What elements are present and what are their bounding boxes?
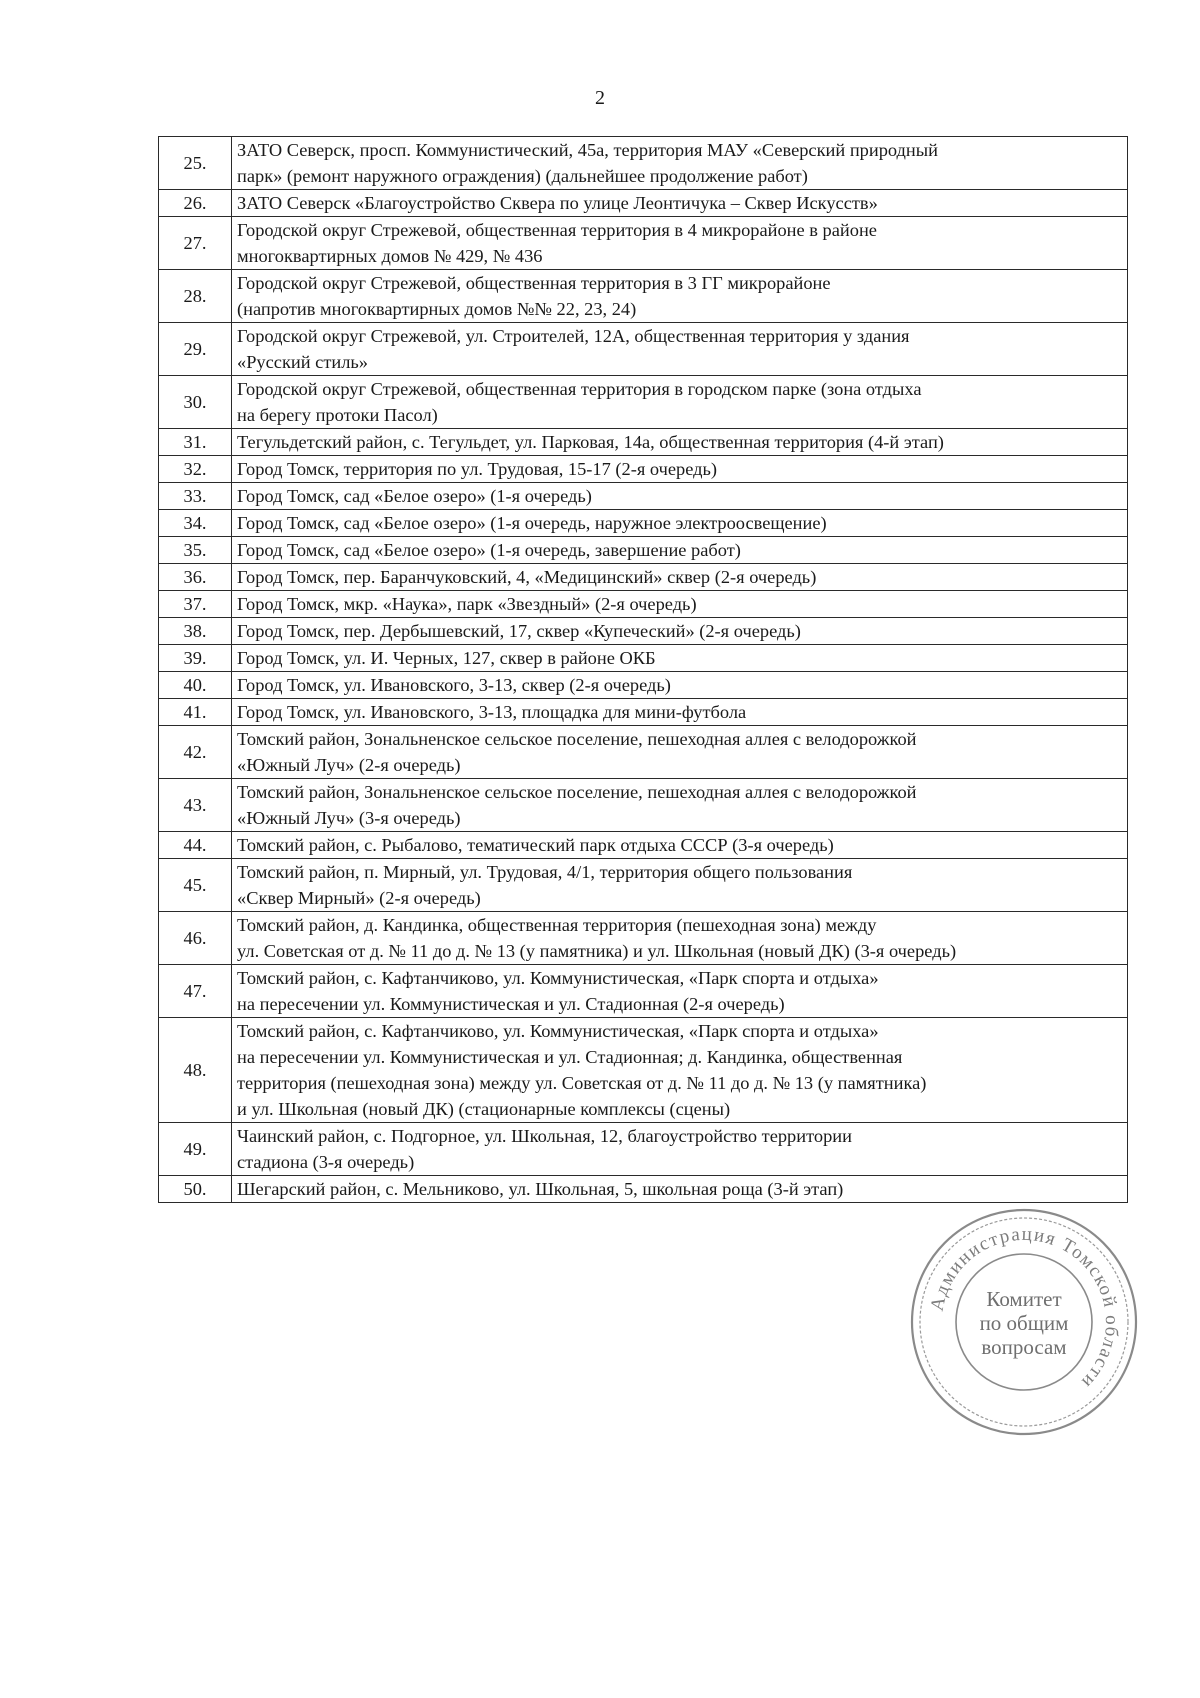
row-description: Томский район, с. Кафтанчиково, ул. Коммунистическая, «Парк спорта и отдыха» на пересечении ул. Коммунистическая и ул. Стадионная (2-я очередь) bbox=[232, 965, 1128, 1018]
row-description: Шегарский район, с. Мельниково, ул. Школьная, 5, школьная роща (3-й этап) bbox=[232, 1176, 1128, 1203]
row-number: 30. bbox=[159, 376, 232, 429]
row-description: Город Томск, мкр. «Наука», парк «Звездный» (2-я очередь) bbox=[232, 591, 1128, 618]
row-description: Томский район, Зональненское сельское поселение, пешеходная аллея с велодорожкой «Южный Луч» (3-я очередь) bbox=[232, 779, 1128, 832]
row-number: 40. bbox=[159, 672, 232, 699]
row-description: Город Томск, территория по ул. Трудовая, 15-17 (2-я очередь) bbox=[232, 456, 1128, 483]
row-description: Город Томск, пер. Дербышевский, 17, сквер «Купеческий» (2-я очередь) bbox=[232, 618, 1128, 645]
table-row bbox=[159, 564, 1128, 591]
table-row bbox=[159, 672, 1128, 699]
row-number: 44. bbox=[159, 832, 232, 859]
table-row bbox=[159, 190, 1128, 217]
row-description: Город Томск, пер. Баранчуковский, 4, «Медицинский» сквер (2-я очередь) bbox=[232, 564, 1128, 591]
row-description: Городской округ Стрежевой, общественная территория в городском парке (зона отдыха на берегу протоки Пасол) bbox=[232, 376, 1128, 429]
row-number: 48. bbox=[159, 1018, 232, 1123]
table-row bbox=[159, 323, 1128, 376]
row-description: Чаинский район, с. Подгорное, ул. Школьная, 12, благоустройство территории стадиона (3-я очередь) bbox=[232, 1123, 1128, 1176]
row-number: 50. bbox=[159, 1176, 232, 1203]
row-number: 36. bbox=[159, 564, 232, 591]
table-row bbox=[159, 645, 1128, 672]
row-description: ЗАТО Северск «Благоустройство Сквера по улице Леонтичука – Сквер Искусств» bbox=[232, 190, 1128, 217]
row-number: 33. bbox=[159, 483, 232, 510]
row-number: 32. bbox=[159, 456, 232, 483]
row-description: Городской округ Стрежевой, общественная территория в 3 ГГ микрорайоне (напротив многоквартирных домов №№ 22, 23, 24) bbox=[232, 270, 1128, 323]
stamp-center-line-2: по общим bbox=[979, 1311, 1069, 1335]
row-description: Город Томск, ул. Ивановского, 3-13, площадка для мини-футбола bbox=[232, 699, 1128, 726]
row-number: 29. bbox=[159, 323, 232, 376]
table-row bbox=[159, 832, 1128, 859]
row-description: Городской округ Стрежевой, общественная территория в 4 микрорайоне в районе многоквартирных домов № 429, № 436 bbox=[232, 217, 1128, 270]
table-row bbox=[159, 456, 1128, 483]
row-number: 47. bbox=[159, 965, 232, 1018]
table-row bbox=[159, 137, 1128, 190]
row-description: Город Томск, сад «Белое озеро» (1-я очередь) bbox=[232, 483, 1128, 510]
table-row bbox=[159, 270, 1128, 323]
stamp-center-line-1: Комитет bbox=[986, 1287, 1062, 1311]
page-number: 2 bbox=[595, 87, 605, 109]
row-number: 28. bbox=[159, 270, 232, 323]
table-row bbox=[159, 965, 1128, 1018]
row-description: Томский район, п. Мирный, ул. Трудовая, 4/1, территория общего пользования «Сквер Мирный» (2-я очередь) bbox=[232, 859, 1128, 912]
row-number: 27. bbox=[159, 217, 232, 270]
row-number: 34. bbox=[159, 510, 232, 537]
row-number: 45. bbox=[159, 859, 232, 912]
table-row bbox=[159, 217, 1128, 270]
table-row bbox=[159, 618, 1128, 645]
row-description: Город Томск, сад «Белое озеро» (1-я очередь, наружное электроосвещение) bbox=[232, 510, 1128, 537]
table-row bbox=[159, 376, 1128, 429]
row-number: 39. bbox=[159, 645, 232, 672]
table-row bbox=[159, 726, 1128, 779]
stamp-center-line-3: вопросам bbox=[981, 1335, 1067, 1359]
row-number: 43. bbox=[159, 779, 232, 832]
row-description: Томский район, Зональненское сельское поселение, пешеходная аллея с велодорожкой «Южный Луч» (2-я очередь) bbox=[232, 726, 1128, 779]
official-stamp bbox=[908, 1206, 1140, 1438]
table-row bbox=[159, 591, 1128, 618]
row-number: 31. bbox=[159, 429, 232, 456]
row-number: 25. bbox=[159, 137, 232, 190]
table-row bbox=[159, 1018, 1128, 1123]
row-number: 37. bbox=[159, 591, 232, 618]
table-row bbox=[159, 429, 1128, 456]
row-description: Город Томск, сад «Белое озеро» (1-я очередь, завершение работ) bbox=[232, 537, 1128, 564]
table-row bbox=[159, 779, 1128, 832]
row-description: Томский район, с. Кафтанчиково, ул. Коммунистическая, «Парк спорта и отдыха» на пересечении ул. Коммунистическая и ул. Стадионная; д. Кандинка, общественная территория (пешеходная зона) между ул. Советская от д. № 11 до д. № 13 (у памятника) и ул. Школьная (новый ДК) (стационарные комплексы (сцены) bbox=[232, 1018, 1128, 1123]
row-number: 42. bbox=[159, 726, 232, 779]
row-description: ЗАТО Северск, просп. Коммунистический, 45а, территория МАУ «Северский природный парк» (ремонт наружного ограждения) (дальнейшее продолжение работ) bbox=[232, 137, 1128, 190]
row-number: 35. bbox=[159, 537, 232, 564]
row-description: Тегульдетский район, с. Тегульдет, ул. Парковая, 14а, общественная территория (4-й этап) bbox=[232, 429, 1128, 456]
row-description: Городской округ Стрежевой, ул. Строителей, 12А, общественная территория у здания «Русский стиль» bbox=[232, 323, 1128, 376]
items-table-body bbox=[159, 137, 1128, 1203]
row-number: 26. bbox=[159, 190, 232, 217]
row-description: Томский район, с. Рыбалово, тематический парк отдыха СССР (3-я очередь) bbox=[232, 832, 1128, 859]
table-row bbox=[159, 537, 1128, 564]
row-number: 38. bbox=[159, 618, 232, 645]
table-row bbox=[159, 912, 1128, 965]
table-row bbox=[159, 1123, 1128, 1176]
row-description: Томский район, д. Кандинка, общественная территория (пешеходная зона) между ул. Советская от д. № 11 до д. № 13 (у памятника) и ул. Школьная (новый ДК) (3-я очередь) bbox=[232, 912, 1128, 965]
table-row bbox=[159, 1176, 1128, 1203]
row-description: Город Томск, ул. Ивановского, 3-13, сквер (2-я очередь) bbox=[232, 672, 1128, 699]
stamp-ring-text: Администрация Томской области bbox=[926, 1223, 1123, 1394]
table-row bbox=[159, 510, 1128, 537]
row-number: 49. bbox=[159, 1123, 232, 1176]
table-row bbox=[159, 699, 1128, 726]
row-number: 41. bbox=[159, 699, 232, 726]
row-number: 46. bbox=[159, 912, 232, 965]
row-description: Город Томск, ул. И. Черных, 127, сквер в районе ОКБ bbox=[232, 645, 1128, 672]
table-row bbox=[159, 483, 1128, 510]
items-table bbox=[158, 136, 1128, 1203]
table-row bbox=[159, 859, 1128, 912]
